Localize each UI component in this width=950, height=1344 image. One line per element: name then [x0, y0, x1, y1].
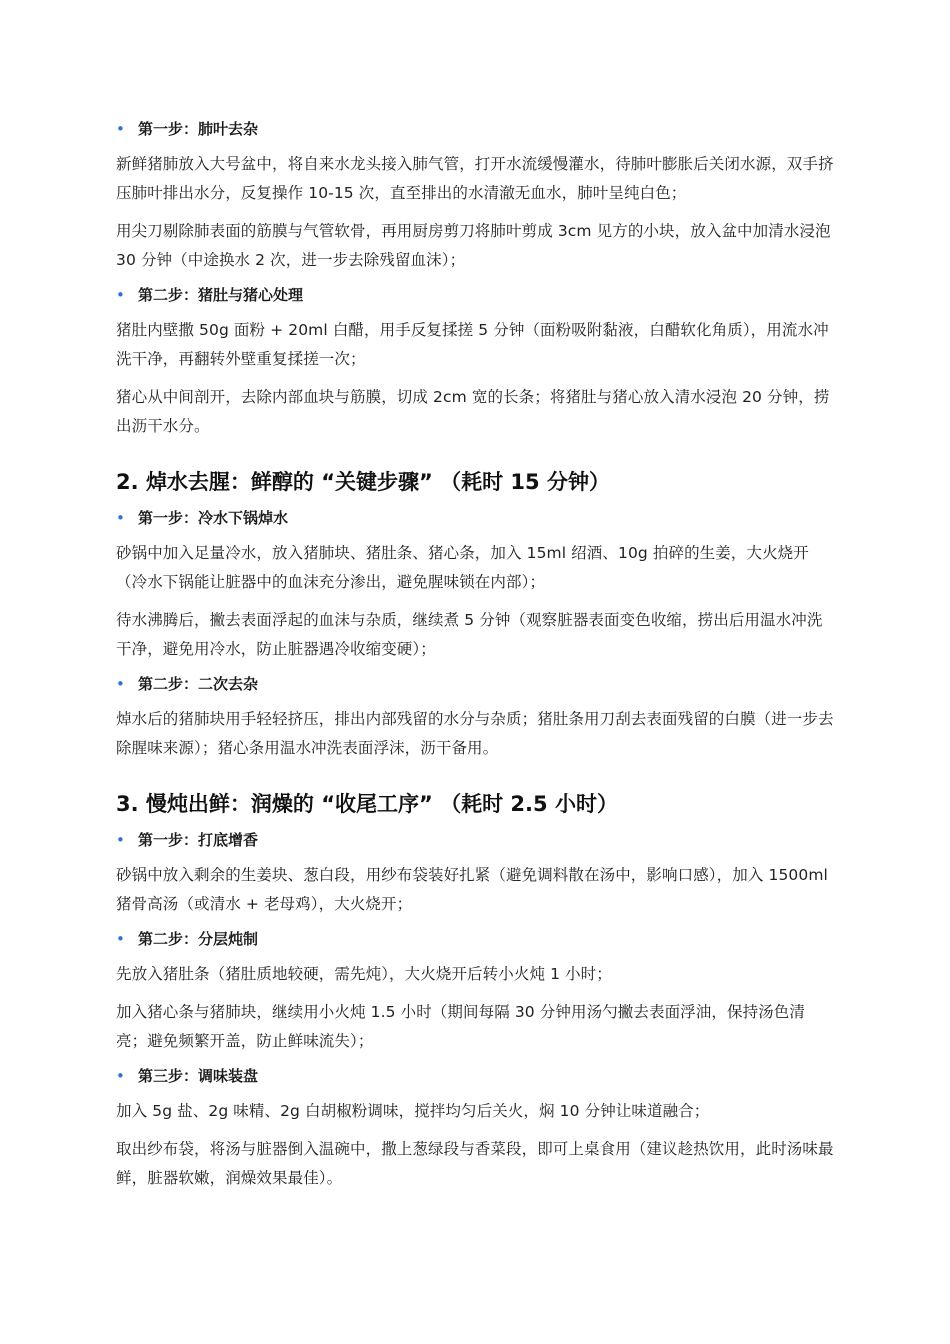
section-title: 2. 焯水去腥：鲜醇的 “关键步骤” （耗时 15 分钟）	[116, 470, 610, 494]
paragraph: 猪肚内壁撒 50g 面粉 + 20ml 白醋，用手反复揉搓 5 分钟（面粉吸附黏液，白醋软化角质），用流水冲洗干净，再翻转外壁重复揉搓一次；	[116, 321, 829, 368]
step-heading-text: 第三步：调味装盘	[138, 1067, 259, 1085]
bullet-icon: •	[116, 286, 125, 304]
bullet-icon: •	[116, 1067, 125, 1085]
paragraph: 加入猪心条与猪肺块，继续用小火炖 1.5 小时（期间每隔 30 分钟用汤勺撇去表面浮油，保持汤色清亮；避免频繁开盖，防止鲜味流失）；	[116, 1003, 805, 1050]
paragraph: 砂锅中放入剩余的生姜块、葱白段，用纱布袋装好扎紧（避免调料散在汤中，影响口感），加入 1500ml 猪骨高汤（或清水 + 老母鸡），大火烧开；	[116, 866, 828, 913]
step-heading-text: 第一步：打底增香	[138, 831, 259, 849]
step-heading	[116, 284, 836, 306]
paragraph: 砂锅中加入足量冷水，放入猪肺块、猪肚条、猪心条，加入 15ml 绍酒、10g 拍碎的生姜，大火烧开（冷水下锅能让脏器中的血沫充分渗出，避免腥味锁在内部）；	[116, 544, 809, 591]
bullet-icon: •	[116, 930, 125, 948]
step-heading	[116, 1065, 836, 1087]
section-title: 3. 慢炖出鲜：润燥的 “收尾工序” （耗时 2.5 小时）	[116, 792, 618, 816]
bullet-icon: •	[116, 120, 125, 138]
bullet-icon: •	[116, 831, 125, 849]
bullet-icon: •	[116, 675, 125, 693]
paragraph: 焯水后的猪肺块用手轻轻挤压，排出内部残留的水分与杂质；猪肚条用刀刮去表面残留的白膜（进一步去除腥味来源）；猪心条用温水冲洗表面浮沫，沥干备用。	[116, 710, 834, 757]
paragraph: 取出纱布袋，将汤与脏器倒入温碗中，撒上葱绿段与香菜段，即可上桌食用（建议趁热饮用，此时汤味最鲜，脏器软嫩，润燥效果最佳）。	[116, 1140, 834, 1187]
paragraph: 先放入猪肚条（猪肚质地较硬，需先炖），大火烧开后转小火炖 1 小时；	[116, 965, 612, 983]
step-heading-text: 第一步：冷水下锅焯水	[138, 509, 289, 527]
step-heading	[116, 928, 836, 950]
step-heading	[116, 673, 836, 695]
step-heading-text: 第二步：分层炖制	[138, 930, 259, 948]
paragraph: 用尖刀剔除肺表面的筋膜与气管软骨，再用厨房剪刀将肺叶剪成 3cm 见方的小块，放入盆中加清水浸泡 30 分钟（中途换水 2 次，进一步去除残留血沫）；	[116, 222, 831, 269]
step-heading-text: 第一步：肺叶去杂	[138, 120, 259, 138]
paragraph: 加入 5g 盐、2g 味精、2g 白胡椒粉调味，搅拌均匀后关火，焖 10 分钟让味道融合；	[116, 1102, 710, 1120]
paragraph: 新鲜猪肺放入大号盆中，将自来水龙头接入肺气管，打开水流缓慢灌水，待肺叶膨胀后关闭水源，双手挤压肺叶排出水分，反复操作 10-15 次，直至排出的水清澈无血水，肺叶呈纯白色；	[116, 155, 834, 202]
step-heading	[116, 118, 836, 140]
step-heading	[116, 829, 836, 851]
step-heading-text: 第二步：二次去杂	[138, 675, 259, 693]
step-heading	[116, 507, 836, 529]
paragraph: 猪心从中间剖开，去除内部血块与筋膜，切成 2cm 宽的长条；将猪肚与猪心放入清水浸泡 20 分钟，捞出沥干水分。	[116, 388, 830, 435]
paragraph: 待水沸腾后，撇去表面浮起的血沫与杂质，继续煮 5 分钟（观察脏器表面变色收缩，捞出后用温水冲洗干净，避免用冷水，防止脏器遇冷收缩变硬）；	[116, 611, 823, 658]
bullet-icon: •	[116, 509, 125, 527]
document-body	[116, 112, 836, 1202]
step-heading-text: 第二步：猪肚与猪心处理	[138, 286, 304, 304]
